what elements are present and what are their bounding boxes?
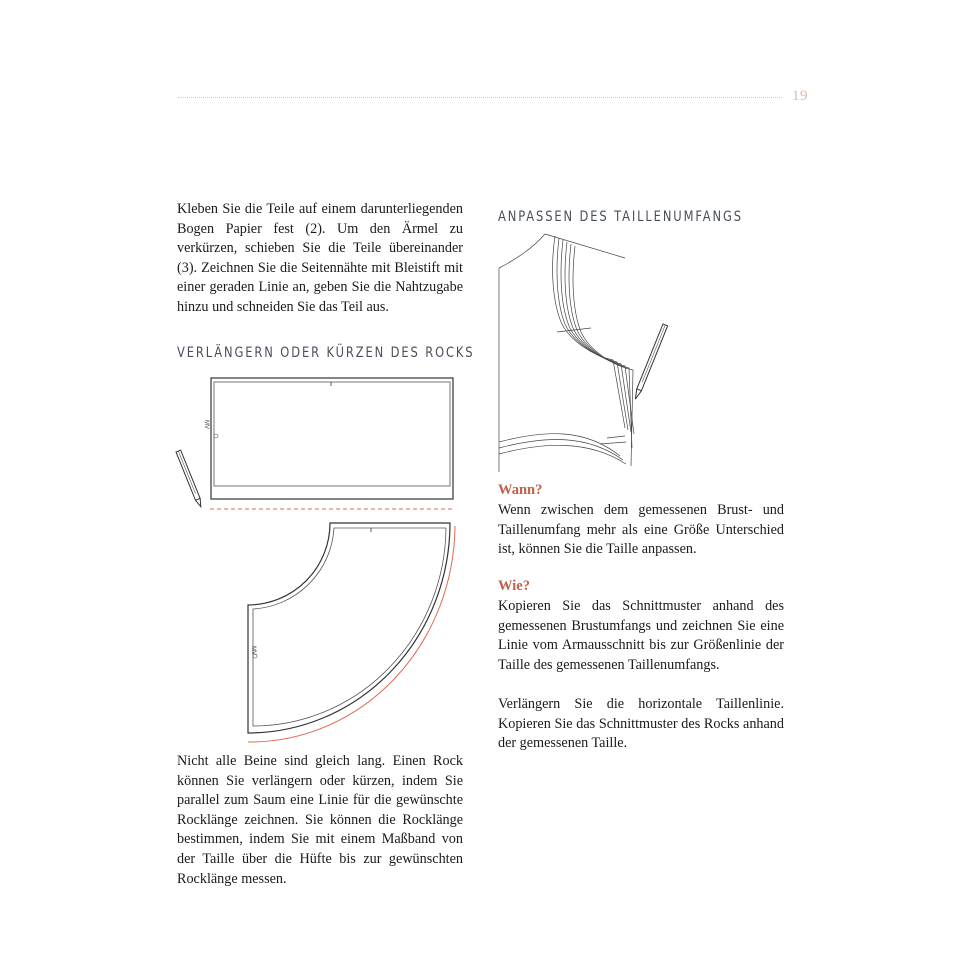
skirt-circle-diagram: [240, 518, 465, 743]
skirt-circle-inner: [253, 528, 446, 726]
how-paragraph: Kopieren Sie das Schnittmuster anhand des gemessenen Brustumfangs und zeichnen Sie eine Linie vom Armausschnitt bis zur Größenlinie der Taille des gemessenen Taillenumfangs.: [498, 598, 784, 673]
notch-circle: [214, 434, 218, 438]
section-heading-waist: ANPASSEN DES TAILLENUMFANGS: [498, 209, 743, 225]
skirt-rectangle-inner: [214, 382, 450, 486]
extra-paragraph: Verlängern Sie die horizontale Taillenlinie. Kopieren Sie das Schnittmuster des Rocks anhand der gemessenen Taille.: [498, 696, 784, 752]
skirt-circle-outer: [248, 523, 450, 733]
page-number: 19: [792, 88, 808, 104]
piece-label-mv-1: MV: [203, 420, 209, 429]
section-heading-skirt: VERLÄNGERN ODER KÜRZEN DES ROCKS: [177, 345, 475, 361]
closing-paragraph: Nicht alle Beine sind gleich lang. Einen Rock können Sie verlängern oder kürzen, indem Sie parallel zum Saum eine Linie für die gewünschte Rocklänge zeichnen. Sie können die Rocklänge bestimmen, indem Sie mit einem Maßband von der Taille über die Hüfte bis zur gewünschten Rocklänge messen.: [177, 753, 463, 887]
when-title: Wann?: [498, 482, 543, 498]
pencil-icon: [633, 324, 668, 400]
skirt-rectangle-diagram: [170, 370, 470, 515]
pencil-icon: [176, 450, 203, 508]
skirt-rectangle-outer: [211, 378, 453, 499]
intro-paragraph: Kleben Sie die Teile auf einem darunterliegenden Bogen Papier fest (2). Um den Ärmel zu verkürzen, schieben Sie die Teile übereinander (3). Zeichnen Sie die Seitennähte mit Bleistift mit einer geraden Linie an, geben Sie die Nahtzugabe hinzu und schneiden Sie das Teil aus.: [177, 201, 463, 315]
hem-cut-arc: [248, 526, 455, 742]
how-title: Wie?: [498, 578, 530, 594]
when-paragraph: Wenn zwischen dem gemessenen Brust- und Taillenumfang mehr als eine Größe Unterschied ist, können Sie die Taille anpassen.: [498, 502, 784, 558]
piece-label-mv-2: MV: [250, 646, 256, 655]
bodice-pattern-diagram: [495, 230, 685, 475]
header-rule: [178, 97, 782, 98]
